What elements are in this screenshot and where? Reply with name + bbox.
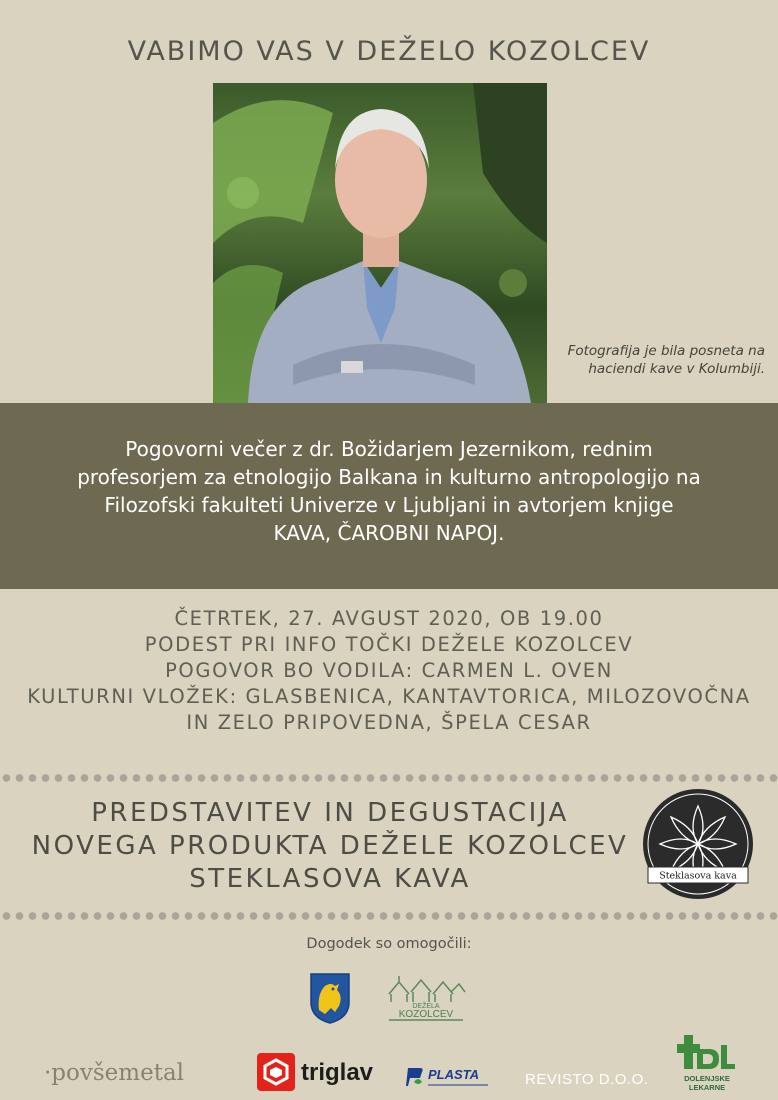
povsemetal-logo: ·povšemetal	[44, 1060, 185, 1086]
lion-crest-icon	[309, 972, 351, 1024]
caption-line: Fotografija je bila posneta na	[567, 343, 765, 359]
promo-line: PREDSTAVITEV IN DEGUSTACIJA	[91, 798, 569, 828]
coffee-flower-icon	[642, 788, 754, 900]
plasta-mark	[406, 1064, 490, 1090]
intro-line: profesorjem za etnologijo Balkana in kulturno antropologijo na	[77, 465, 701, 489]
dl-line: DOLENJSKE	[684, 1074, 730, 1083]
revisto-logo: REVISTO D.O.O.	[525, 1071, 649, 1088]
triglav-logo: triglav	[301, 1059, 374, 1086]
municipality-crest-logo	[309, 972, 351, 1024]
dl-cross-icon	[677, 1035, 735, 1075]
kozolcev-logo-line2: KOZOLCEV	[398, 1009, 454, 1020]
hayrack-icon	[385, 972, 467, 1024]
event-culture: KULTURNI VLOŽEK: GLASBENICA, KANTAVTORICA, MILOZOVOČNA	[27, 685, 751, 708]
intro-line: Filozofski fakulteti Univerze v Ljubljani in avtorjem knjige	[104, 493, 674, 517]
steklasova-kava-seal	[642, 788, 754, 900]
event-details	[0, 606, 778, 736]
photo-caption	[540, 342, 765, 378]
seal-label: Steklasova kava	[659, 870, 737, 882]
promo-line: NOVEGA PRODUKTA DEŽELE KOZOLCEV	[31, 831, 629, 861]
plasta-logo	[406, 1064, 490, 1090]
event-date: ČETRTEK, 27. AVGUST 2020, OB 19.00	[174, 607, 604, 630]
event-host: POGOVOR BO VODILA: CARMEN L. OVEN	[165, 659, 613, 682]
intro-line: KAVA, ČAROBNI NAPOJ.	[273, 521, 505, 545]
triglav-icon	[257, 1053, 295, 1091]
dl-line: LEKARNE	[688, 1082, 726, 1092]
event-culture: IN ZELO PRIPOVEDNA, ŠPELA CESAR	[186, 711, 592, 734]
promo-text	[0, 797, 660, 896]
event-place: PODEST PRI INFO TOČKI DEŽELE KOZOLCEV	[144, 633, 634, 656]
caption-line: haciendi kave v Kolumbiji.	[588, 361, 765, 377]
dolenjske-lekarne-text	[672, 1075, 742, 1092]
intro-text	[20, 435, 758, 547]
dezela-kozolcev-logo	[385, 972, 467, 1024]
intro-line: Pogovorni večer z dr. Božidarjem Jezernikom, rednim	[125, 437, 653, 461]
promo-line: STEKLASOVA KAVA	[189, 864, 471, 894]
page-title: VABIMO VAS V DEŽELO KOZOLCEV	[127, 36, 651, 67]
sponsors-label: Dogodek so omogočili:	[306, 936, 472, 952]
dotted-divider	[0, 773, 778, 783]
plasta-label: PLASTA	[428, 1067, 480, 1082]
portrait-photo	[213, 83, 547, 403]
triglav-mark	[257, 1053, 295, 1091]
dotted-divider	[0, 911, 778, 921]
portrait-illustration	[213, 83, 547, 403]
kozolcev-logo-line1: DEŽELA	[412, 1003, 440, 1010]
